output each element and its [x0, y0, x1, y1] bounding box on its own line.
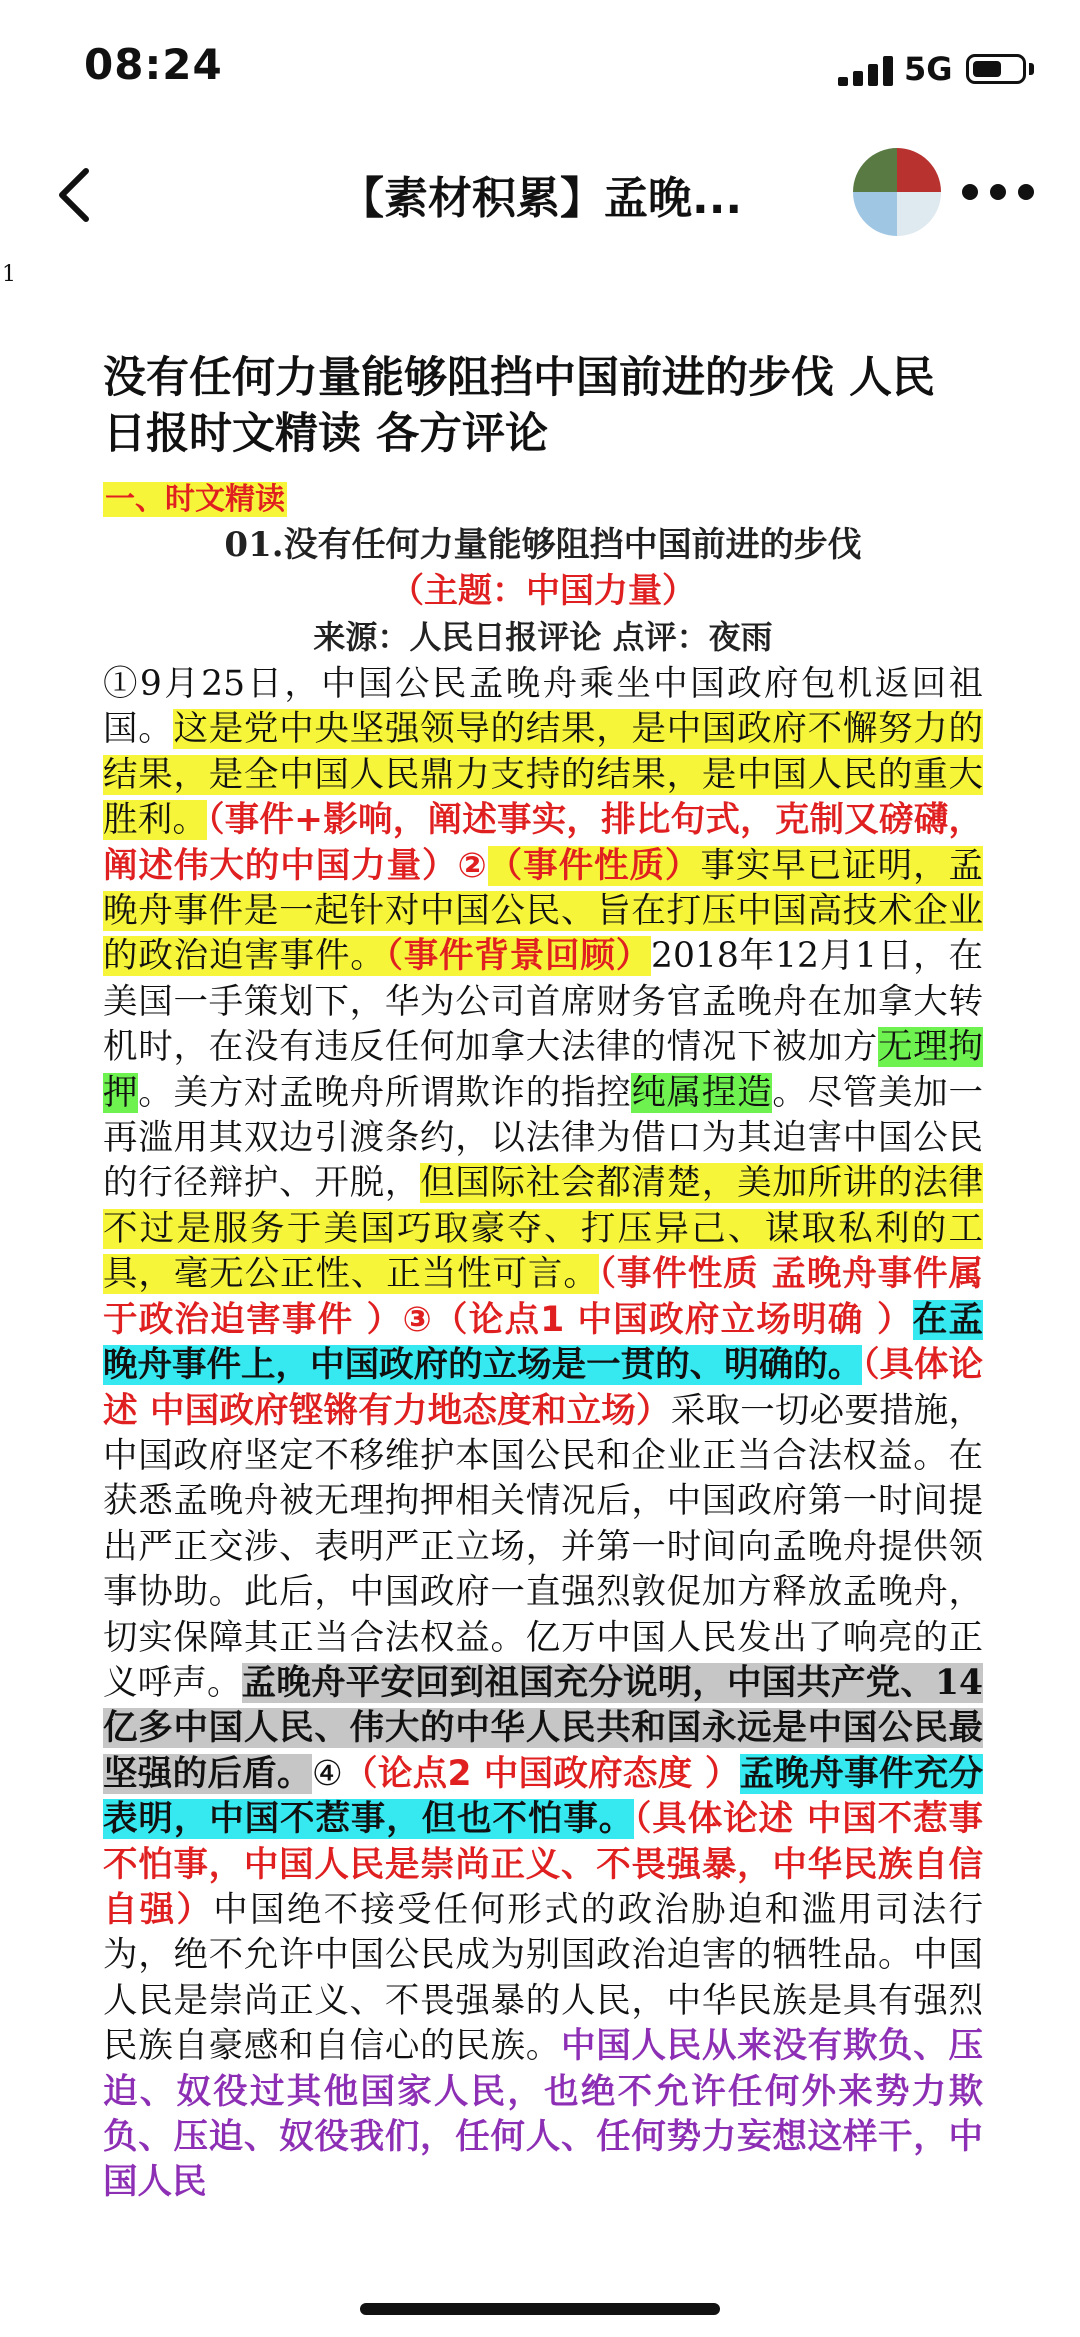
page-number: 1: [2, 262, 16, 287]
text-segment: （事件性质）: [487, 845, 701, 886]
article-headline: 没有任何力量能够阻挡中国前进的步伐 人民日报时文精读 各方评论: [103, 353, 935, 459]
battery-icon: [966, 54, 1026, 84]
text-segment: 中国绝不接受任何形式的政治胁迫和滥用司法行为，绝不允许中国公民成为别国政治迫害的牺牲品。中国人民是崇尚正义、不畏强暴的人民，中华民族是具有强烈民族自豪感和自信心的民族。: [103, 1889, 984, 2067]
text-segment: （论点2 中国政府态度 ）: [343, 1753, 740, 1794]
article-title: 01.没有任何力量能够阻挡中国前进的步伐: [224, 525, 862, 565]
avatar[interactable]: [853, 148, 941, 236]
avatar-tile: [853, 148, 897, 192]
text-segment: 孟晚舟平安回到祖国充分说明，中国共产党、14亿多中国人民、伟大的中华人民共和国永远是中国公民最坚强的后盾。: [103, 1662, 983, 1794]
more-dots-icon[interactable]: [962, 172, 1034, 212]
network-type: 5G: [904, 50, 953, 88]
avatar-tile: [853, 192, 897, 236]
avatar-tile: [897, 148, 941, 192]
text-segment: ④: [311, 1753, 344, 1794]
battery-level: [973, 61, 1001, 77]
text-segment: （事件背景回顾）: [385, 936, 652, 977]
text-segment: 采取一切必要措施，中国政府坚定不移维护本国公民和企业正当合法权益。在获悉孟晚舟被无理拘押相关情况后，中国政府第一时间提出严正交涉、表明严正立场，并第一时间向孟晚舟提供领事协助。此后，中国政府一直强烈敦促加方释放孟晚舟，切实保障其正当合法权益。亿万中国人民发出了响亮的正义呼声。: [103, 1390, 984, 1703]
text-segment: （具体论述 中国不惹事不怕事，中国人民是崇尚正义、不畏强暴，中华民族自信自强）: [103, 1799, 983, 1930]
text-segment: 事实早已证明，孟晚舟事件是一起针对中国公民、旨在打压中国高技术企业的政治迫害事件。: [103, 845, 984, 977]
text-segment: 2018年12月1日，在美国一手策划下，华为公司首席财务官孟晚舟在加拿大转机时，在没有违反任何加拿大法律的情况下被加方: [103, 936, 983, 1068]
back-button[interactable]: [38, 160, 108, 230]
article-paragraph: [103, 662, 983, 2206]
status-time: 08:24: [84, 40, 223, 89]
text-segment: （具体论述 中国政府铿锵有力地态度和立场）: [103, 1345, 983, 1431]
text-segment: 纯属捏造: [631, 1072, 773, 1113]
article-source: 来源：人民日报评论 点评：夜雨: [313, 618, 773, 656]
text-segment: 无理拘押: [103, 1027, 984, 1113]
status-bar: [0, 0, 1080, 130]
text-segment: 中国人民从来没有欺负、压迫、奴役过其他国家人民，也绝不允许任何外来势力欺负、压迫、奴役我们，任何人、任何势力妄想这样干，中国人民: [103, 2026, 984, 2203]
text-segment: 孟晚舟事件充分表明，中国不惹事，但也不怕事。: [103, 1753, 984, 1840]
chevron-left-icon: [56, 167, 90, 223]
article-theme: （主题：中国力量）: [390, 571, 696, 611]
page-title: 【素材积累】孟晚...: [340, 173, 743, 224]
text-segment: 但国际社会都清楚，美加所讲的法律不过是服务于美国巧取豪夺、打压异己、谋取私利的工具，毫无公正性、正当性可言。: [103, 1163, 983, 1295]
text-segment: （事件+影响，阐述事实，排比句式，克制又磅礴，阐述伟大的中国力量）: [103, 800, 984, 886]
dot: [1018, 184, 1034, 200]
battery-cap: [1029, 63, 1034, 75]
text-segment: 。美方对孟晚舟所谓欺诈的指控: [138, 1072, 632, 1113]
dot: [990, 184, 1006, 200]
nav-bar: [0, 130, 1080, 260]
signal-icon: [838, 56, 894, 86]
text-segment: 这是党中央坚强领导的结果，是中国政府不懈努力的结果，是全中国人民鼎力支持的结果，是中国人民的重大胜利。: [103, 709, 984, 841]
home-indicator[interactable]: [360, 2303, 720, 2315]
text-segment: ②: [457, 845, 488, 886]
section-label: [103, 480, 983, 522]
text-segment: （事件性质 孟晚舟事件属于政治迫害事件 ）③（论点1 中国政府立场明确 ）: [103, 1254, 983, 1340]
text-segment: 在孟晚舟事件上，中国政府的立场是一贯的、明确的。: [103, 1299, 984, 1386]
dot: [962, 184, 978, 200]
section-label-text: 一、时文精读: [105, 482, 285, 517]
avatar-tile: [897, 192, 941, 236]
text-segment: ①9月25日，中国公民孟晚舟乘坐中国政府包机返回祖国。: [103, 664, 983, 750]
article-body: [103, 480, 983, 2206]
text-segment: 。尽管美加一再滥用其双边引渡条约，以法律为借口为其迫害中国公民的行径辩护、开脱，: [103, 1072, 984, 1204]
